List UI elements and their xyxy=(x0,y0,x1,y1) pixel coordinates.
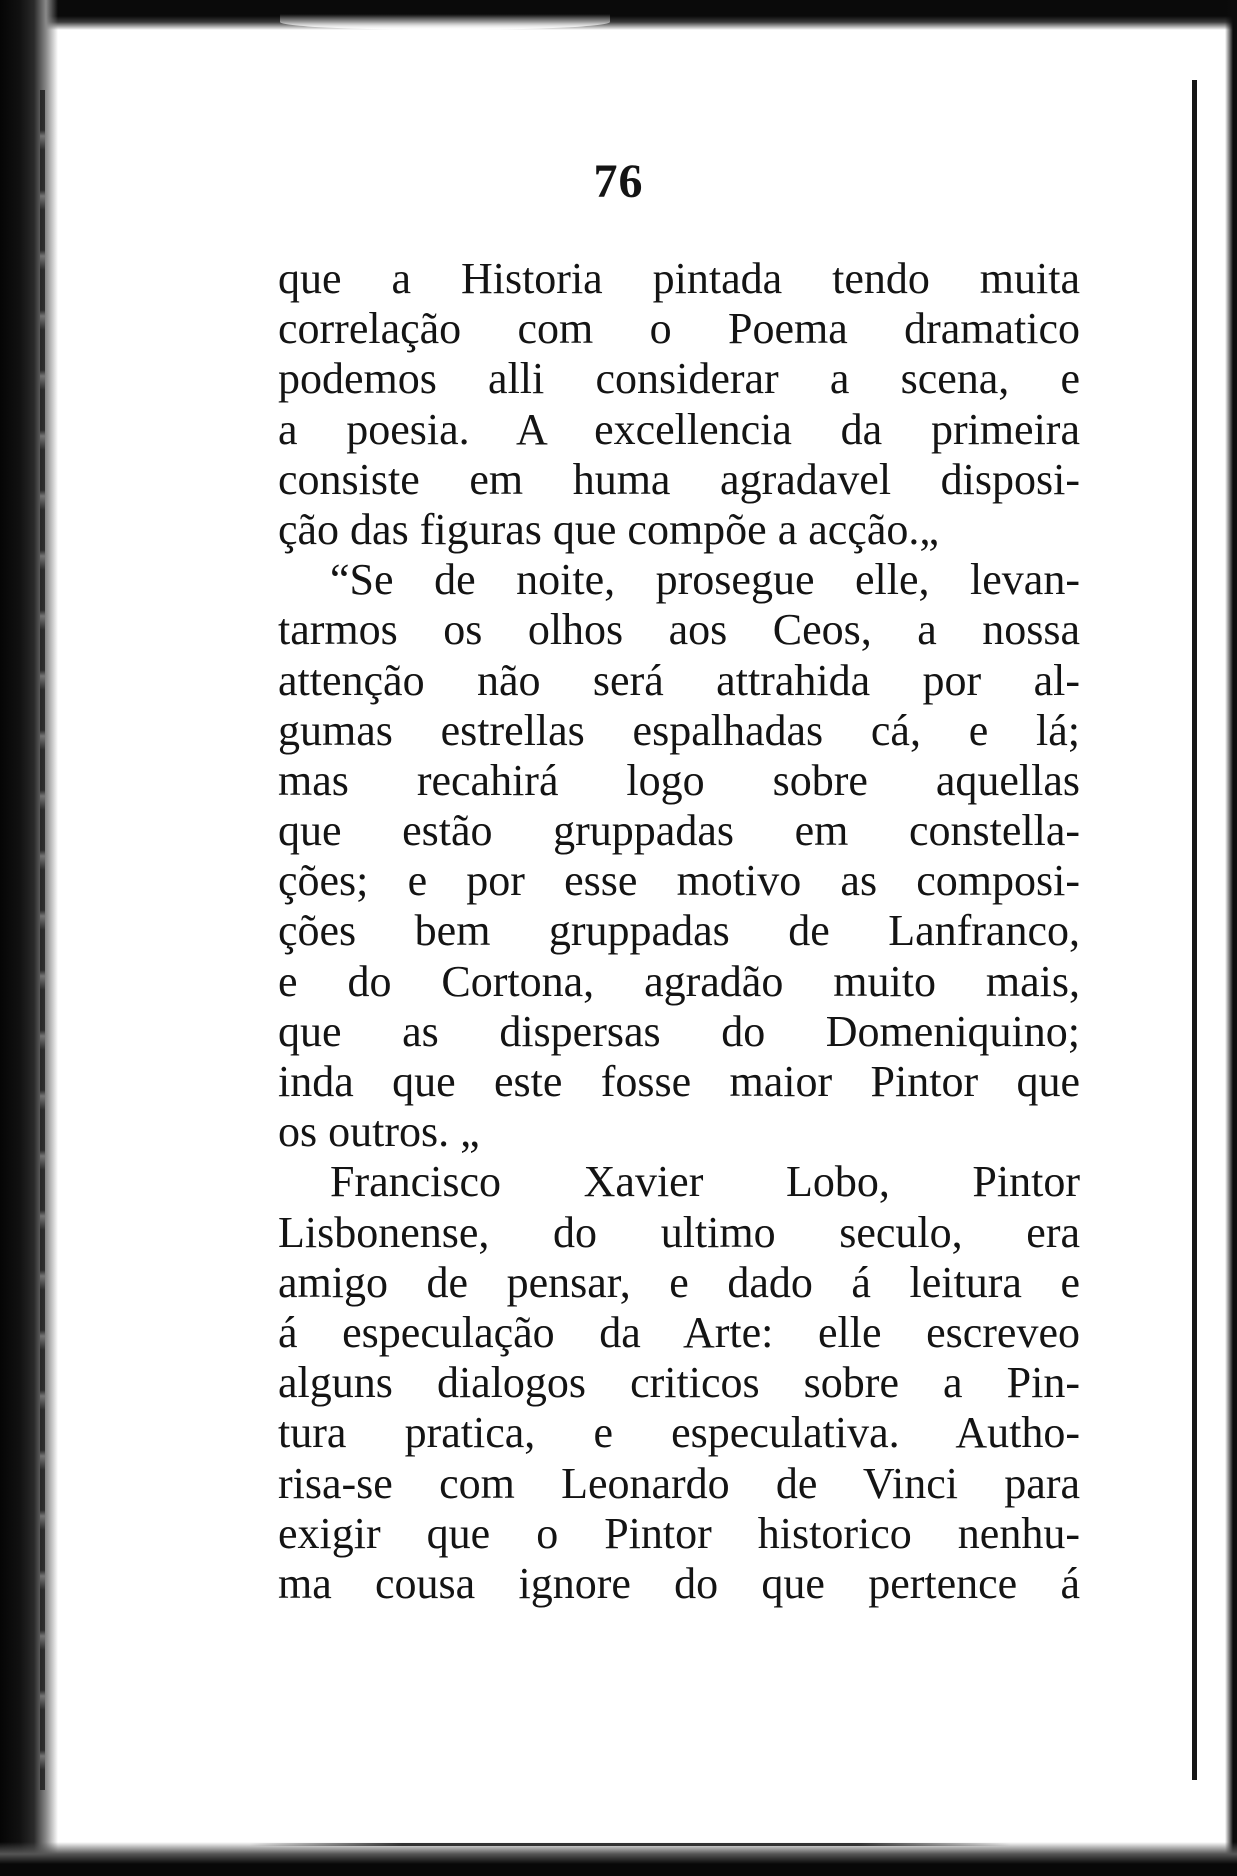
text-line: gumas estrellas espalhadas cá, e lá; xyxy=(278,705,1080,755)
scan-edge-bottom-stroke xyxy=(250,1843,1010,1846)
page-number: 76 xyxy=(593,155,644,208)
text-line: tura pratica, e especulativa. Autho- xyxy=(278,1408,1080,1458)
text-line: que a Historia pintada tendo muita xyxy=(278,254,1080,303)
text-line: inda que este fosse maior Pintor que xyxy=(278,1057,1080,1106)
text-line: ção das figuras que compõe a acção.„ xyxy=(278,504,939,554)
text-line: que as dispersas do Domeniquino; xyxy=(278,1006,1080,1056)
scan-edge-top-notch xyxy=(280,14,610,30)
text-line: podemos alli considerar a scena, e xyxy=(278,354,1080,404)
text-line: alguns dialogos criticos sobre a Pin- xyxy=(278,1358,1080,1408)
text-line: tarmos os olhos aos Ceos, a nossa xyxy=(278,605,1080,655)
text-line: amigo de pensar, e dado á leitura e xyxy=(278,1257,1080,1307)
text-line: a poesia. A excellencia da primeira xyxy=(278,404,1080,454)
text-line: ções; e por esse motivo as composi- xyxy=(278,856,1080,906)
body-text xyxy=(278,254,1080,1609)
text-line: á especulação da Arte: elle escreveo xyxy=(278,1307,1080,1357)
scan-edge-left-streak xyxy=(40,90,45,1790)
scan-edge-top xyxy=(0,0,1237,30)
text-line: Lisbonense, do ultimo seculo, era xyxy=(278,1207,1080,1257)
scan-edge-bottom xyxy=(0,1842,1237,1876)
text-line: e do Cortona, agradão muito mais, xyxy=(278,956,1080,1006)
text-line: correlação com o Poema dramatico xyxy=(278,304,1080,354)
text-line: risa-se com Leonardo de Vinci para xyxy=(278,1458,1080,1508)
text-line: attenção não será attrahida por al- xyxy=(278,655,1080,705)
scan-edge-left xyxy=(0,0,58,1876)
scan-edge-right xyxy=(1225,0,1237,1876)
text-line: ções bem gruppadas de Lanfranco, xyxy=(278,906,1080,956)
text-line: que estão gruppadas em constella- xyxy=(278,806,1080,856)
text-line: mas recahirá logo sobre aquellas xyxy=(278,755,1080,805)
text-line: exigir que o Pintor historico nenhu- xyxy=(278,1508,1080,1558)
text-line: os outros. „ xyxy=(278,1107,480,1157)
text-line: ma cousa ignore do que pertence á xyxy=(278,1558,1080,1608)
text-line: consiste em huma agradavel disposi- xyxy=(278,454,1080,504)
text-line: “Se de noite, prosegue elle, levan- xyxy=(330,555,1080,605)
text-line: Francisco Xavier Lobo, Pintor xyxy=(330,1157,1080,1207)
scan-edge-right-line xyxy=(1192,80,1197,1780)
